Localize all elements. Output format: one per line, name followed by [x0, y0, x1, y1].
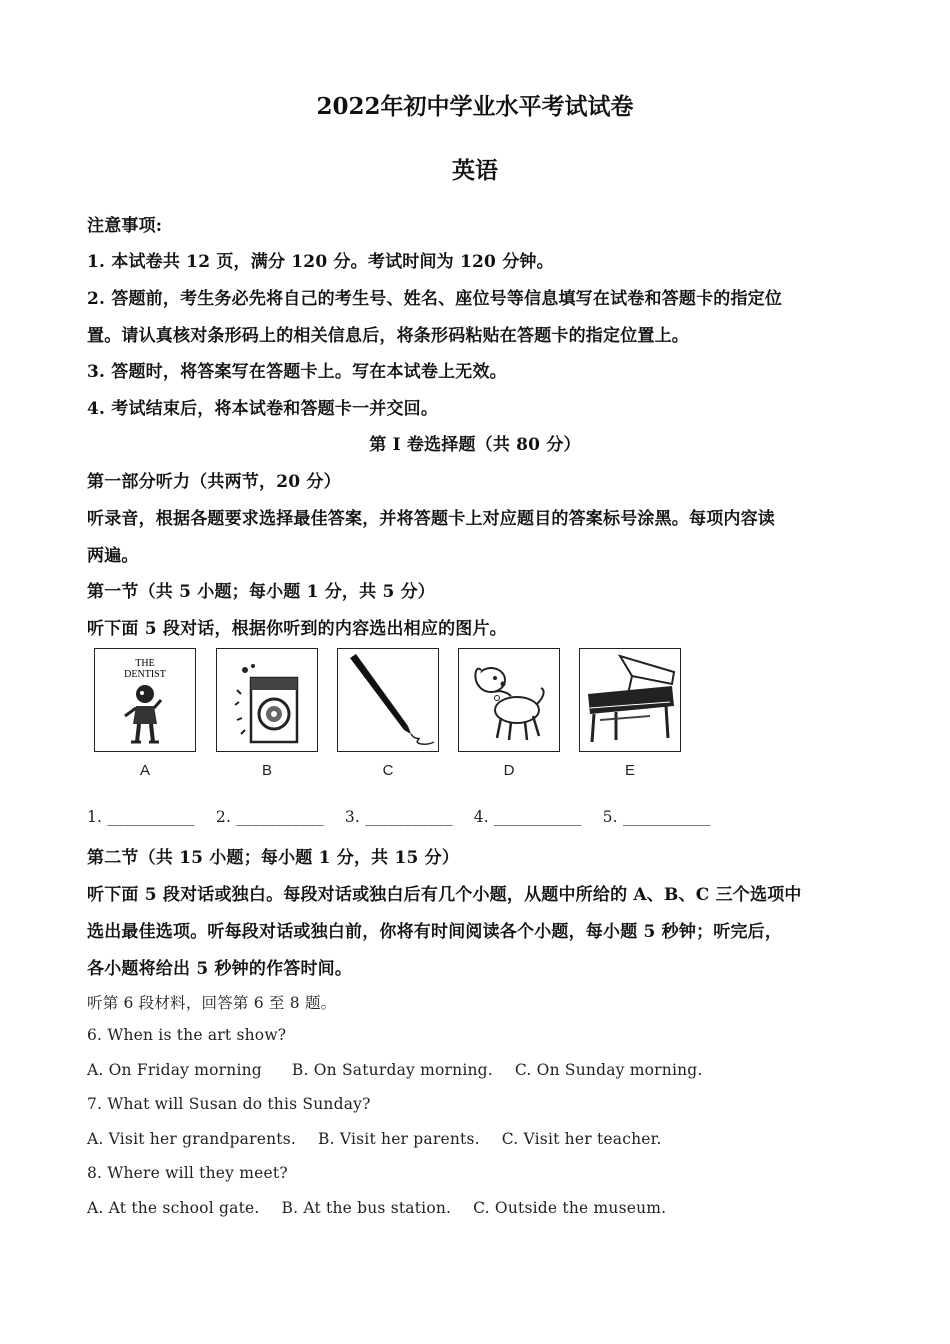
picture-label-b: B	[261, 762, 272, 779]
picture-options	[94, 648, 694, 783]
section2-instructions-a: 听下面 5 段对话或独白。每段对话或独白后有几个小题，从题中所给的 A、B、C 三个选项中	[87, 885, 802, 905]
notice-item-2b: 置。请认真核对条形码上的相关信息后，将条形码粘贴在答题卡的指定位置上。	[87, 326, 689, 346]
answer-blank-1[interactable]: 1. ___________	[87, 808, 195, 826]
notice-item-3: 3. 答题时，将答案写在答题卡上。写在本试卷上无效。	[87, 362, 507, 382]
part1-instructions-b: 两遍。	[87, 546, 139, 566]
q7-option-a[interactable]: A. Visit her grandparents.	[87, 1130, 297, 1148]
pen-icon	[338, 649, 438, 751]
q8-option-c[interactable]: C. Outside the museum.	[473, 1199, 667, 1217]
question-7: 7. What will Susan do this Sunday?	[87, 1095, 371, 1113]
question-8-options	[87, 1199, 666, 1217]
picture-b	[216, 648, 318, 752]
q8-option-a[interactable]: A. At the school gate.	[87, 1199, 260, 1217]
question-8: 8. Where will they meet?	[87, 1164, 288, 1182]
section1-instructions: 听下面 5 段对话，根据你听到的内容选出相应的图片。	[87, 619, 507, 639]
washing-machine-icon	[217, 649, 317, 751]
picture-e	[579, 648, 681, 752]
dentist-sign-icon	[95, 649, 195, 751]
answer-blank-2[interactable]: 2. ___________	[215, 808, 324, 826]
section2-instructions-b: 选出最佳选项。听每段对话或独白前，你将有时间阅读各个小题，每小题 5 秒钟；听完后，	[87, 922, 783, 942]
part1-instructions-a: 听录音，根据各题要求选择最佳答案，并将答题卡上对应题目的答案标号涂黑。每项内容读	[87, 509, 775, 529]
section2-instructions-c: 各小题将给出 5 秒钟的作答时间。	[87, 959, 353, 979]
answer-blank-3[interactable]: 3. ___________	[344, 808, 453, 826]
notice-item-2a: 2. 答题前，考生务必先将自己的考生号、姓名、座位号等信息填写在试卷和答题卡的指定位	[87, 289, 783, 309]
picture-label-d: D	[503, 762, 515, 779]
dog-icon	[459, 649, 559, 751]
question-6: 6. When is the art show?	[87, 1026, 287, 1044]
subject-title: 英语	[452, 157, 498, 184]
dentist-caption-2: DENTIST	[124, 669, 166, 680]
exam-title: 2022年初中学业水平考试试卷	[316, 93, 634, 120]
question-7-options	[87, 1130, 662, 1148]
q8-option-b[interactable]: B. At the bus station.	[281, 1199, 452, 1217]
section1-title: 第一节（共 5 小题；每小题 1 分，共 5 分）	[87, 582, 435, 602]
material-6-note: 听第 6 段材料，回答第 6 至 8 题。	[87, 994, 337, 1012]
picture-a	[94, 648, 196, 752]
answer-blank-4[interactable]: 4. ___________	[473, 808, 582, 826]
q6-option-c[interactable]: C. On Sunday morning.	[514, 1061, 703, 1079]
answer-blanks	[87, 808, 726, 826]
notice-heading: 注意事项:	[87, 216, 163, 236]
section2-title: 第二节（共 15 小题；每小题 1 分，共 15 分）	[87, 848, 460, 868]
picture-c	[337, 648, 439, 752]
piano-icon	[580, 649, 680, 751]
q7-option-b[interactable]: B. Visit her parents.	[318, 1130, 480, 1148]
picture-label-a: A	[139, 762, 150, 779]
dentist-caption-1: THE	[135, 658, 155, 669]
picture-label-c: C	[382, 762, 394, 779]
q6-option-b[interactable]: B. On Saturday morning.	[291, 1061, 493, 1079]
question-6-options	[87, 1061, 703, 1079]
q6-option-a[interactable]: A. On Friday morning	[87, 1061, 262, 1079]
picture-d	[458, 648, 560, 752]
notice-item-4: 4. 考试结束后，将本试卷和答题卡一并交回。	[87, 399, 439, 419]
part1-title: 第一部分听力（共两节，20 分）	[87, 472, 341, 492]
picture-label-e: E	[624, 762, 635, 779]
volume-title: 第 I 卷选择题（共 80 分）	[369, 435, 581, 455]
notice-item-1: 1. 本试卷共 12 页，满分 120 分。考试时间为 120 分钟。	[87, 252, 554, 272]
q7-option-c[interactable]: C. Visit her teacher.	[501, 1130, 662, 1148]
answer-blank-5[interactable]: 5. ___________	[602, 808, 711, 826]
